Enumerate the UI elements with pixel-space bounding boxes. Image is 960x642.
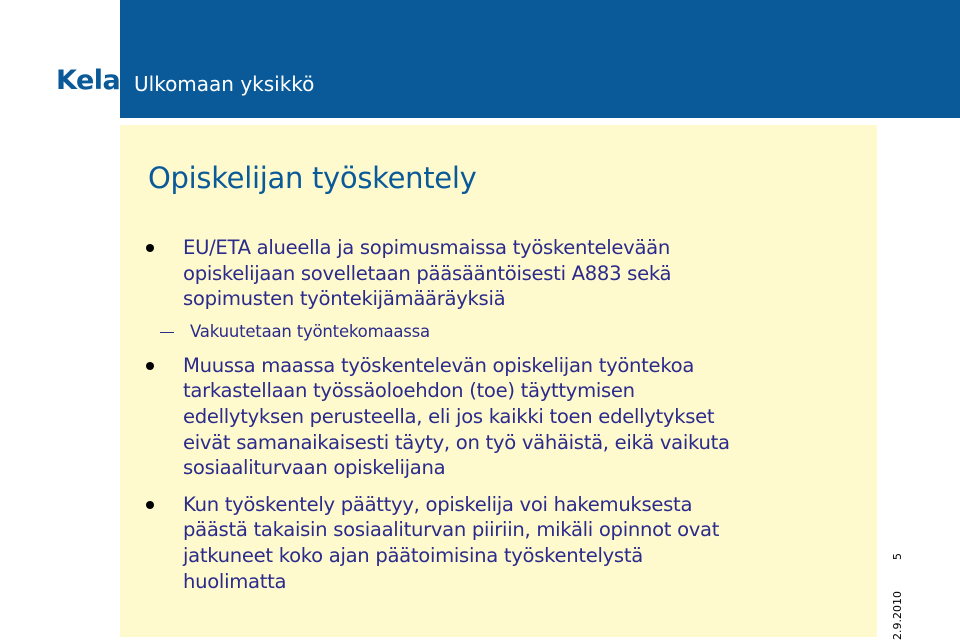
bullet-line: Kun työskentely päättyy, opiskelija voi hakemuksesta bbox=[183, 492, 693, 516]
bullet-line: opiskelijaan sovelletaan pääsääntöisesti A883 sekä bbox=[183, 261, 672, 285]
sub-bullet-text: Vakuutetaan työntekomaassa bbox=[190, 321, 430, 341]
logo-area bbox=[0, 0, 120, 118]
bullet-line: Muussa maassa työskentelevän opiskelijan työntekoa bbox=[183, 353, 695, 377]
unit-title: Ulkomaan yksikkö bbox=[134, 72, 315, 96]
sub-bullet-item bbox=[146, 321, 866, 343]
bullet-list bbox=[146, 235, 866, 594]
bullet-line: EU/ETA alueella ja sopimusmaissa työskentelevään bbox=[183, 236, 671, 259]
bullet-line: sosiaaliturvaan opiskelijana bbox=[183, 456, 446, 480]
bullet-line: edellytyksen perusteella, eli jos kaikki toen edellytykset bbox=[183, 404, 715, 428]
page-number: 5 bbox=[891, 553, 904, 560]
logo-text: Kela bbox=[56, 65, 121, 96]
bullet-item bbox=[146, 235, 866, 312]
bullet-line: päästä takaisin sosiaaliturvan piiriin, mikäli opinnot ovat bbox=[183, 518, 720, 542]
bullet-line: jatkuneet koko ajan päätoimisina työskentelystä bbox=[183, 543, 643, 567]
bullet-line: eivät samanaikaisesti täyty, on työ vähäistä, eikä vaikuta bbox=[183, 430, 730, 454]
bullet-item bbox=[146, 353, 866, 481]
bullet-item bbox=[146, 492, 866, 594]
slide-title: Opiskelijan työskentely bbox=[148, 161, 477, 195]
bullet-line: tarkastellaan työssäoloehdon (toe) täyttymisen bbox=[183, 379, 635, 403]
bullet-line: sopimusten työntekijämääräyksiä bbox=[183, 287, 506, 311]
bullet-line: huolimatta bbox=[183, 569, 287, 593]
slide-date: 2.9.2010 bbox=[891, 591, 904, 640]
header-bar bbox=[120, 0, 960, 118]
slide-content bbox=[120, 125, 877, 637]
